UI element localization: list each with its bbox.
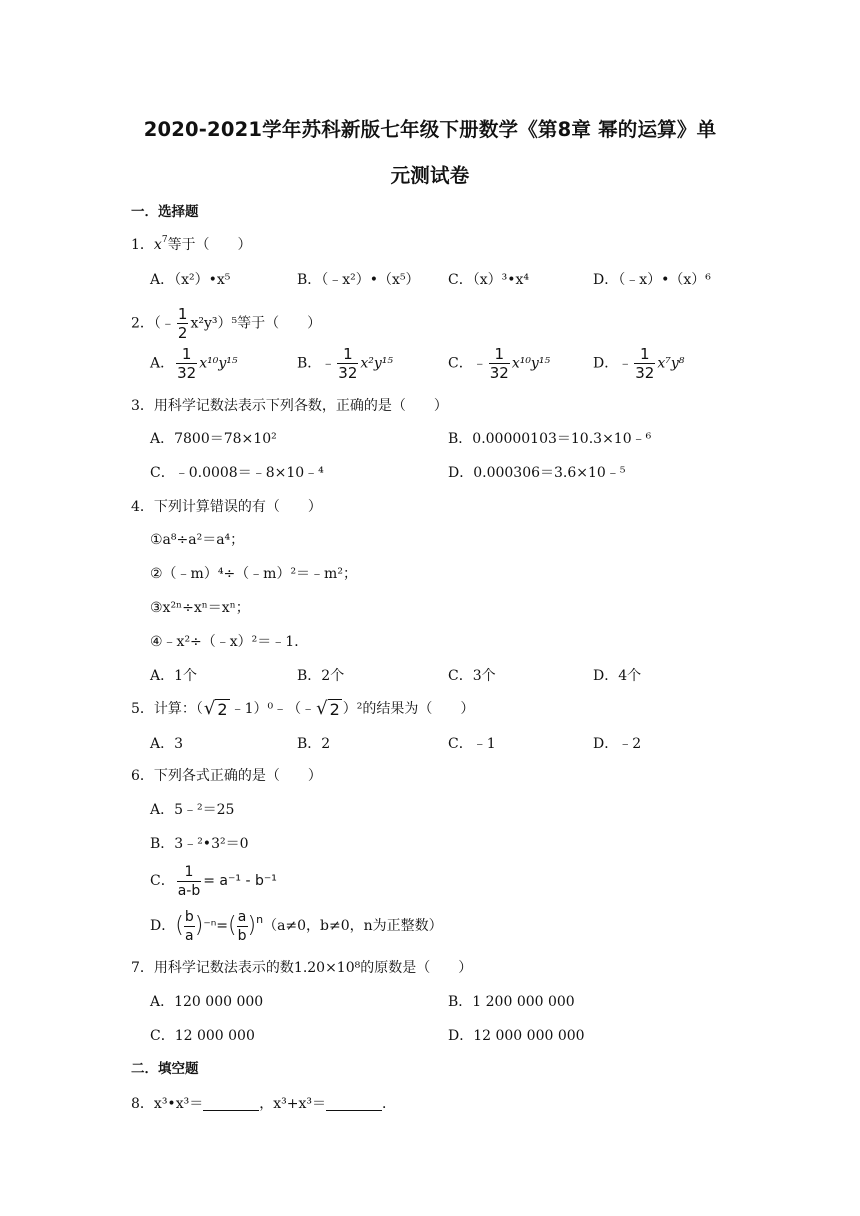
square-root-2 bbox=[316, 699, 342, 719]
q3-option-a[interactable]: A．7800＝78×10² bbox=[150, 431, 277, 447]
option-expression: x⁷y⁸ bbox=[657, 355, 685, 372]
q5-option-a[interactable]: A．3 bbox=[150, 736, 184, 752]
q1-option-c[interactable]: C．（x）³•x⁴ bbox=[448, 272, 529, 288]
q4-option-d[interactable]: D．4个 bbox=[593, 668, 642, 684]
q5-option-b[interactable]: B．2 bbox=[297, 736, 331, 752]
stem-exponent: 7 bbox=[161, 235, 168, 245]
formula-rhs: = a⁻¹ - b⁻¹ bbox=[203, 873, 277, 889]
option-label: D． bbox=[150, 918, 176, 934]
q3-option-b[interactable]: B．0.00000103＝10.3×10﹣⁶ bbox=[448, 431, 652, 447]
fraction bbox=[237, 908, 248, 945]
stem-prefix: （﹣ bbox=[153, 315, 175, 332]
q7-option-c[interactable]: C．12 000 000 bbox=[150, 1028, 255, 1044]
q2-option-a[interactable] bbox=[150, 345, 237, 382]
stem-suffix: x²y³）⁵等于（ ） bbox=[190, 315, 322, 332]
section-fill-heading: 二．填空题 bbox=[131, 1061, 199, 1077]
question-number: 8． bbox=[131, 1096, 154, 1112]
stem-text: 等于（ ） bbox=[167, 237, 252, 253]
title-line-2: 元测试卷 bbox=[390, 164, 470, 187]
option-expression: x²y¹⁵ bbox=[360, 355, 394, 372]
q6-option-b[interactable]: B．3﹣²•3²＝0 bbox=[150, 836, 249, 852]
separator: ， bbox=[259, 1096, 274, 1112]
q2-option-b[interactable] bbox=[297, 345, 393, 382]
fraction bbox=[489, 345, 510, 382]
formula-d bbox=[175, 907, 263, 945]
fraction-numerator: 1 bbox=[184, 863, 194, 880]
q1-option-b[interactable]: B．（﹣x²）•（x⁵） bbox=[297, 272, 420, 288]
exponent: n bbox=[256, 913, 264, 926]
fraction-numerator: 1 bbox=[343, 345, 353, 363]
fraction-numerator: a bbox=[237, 908, 247, 925]
fraction bbox=[634, 345, 655, 382]
period: ． bbox=[381, 1096, 396, 1112]
q6-option-a[interactable]: A．5﹣²＝25 bbox=[150, 802, 235, 818]
fraction-denominator: 32 bbox=[489, 364, 509, 382]
question-1-stem bbox=[131, 235, 252, 255]
q6-option-d[interactable] bbox=[150, 907, 443, 945]
expression-2: x³+x³＝ bbox=[273, 1096, 326, 1112]
fraction-denominator: a-b bbox=[177, 882, 201, 899]
option-expression: x¹⁰y¹⁵ bbox=[199, 355, 238, 372]
question-7-stem: 7．用科学记数法表示的数1.20×10⁸的原数是（ ） bbox=[131, 960, 473, 976]
q4-item-3: ③x²ⁿ÷xⁿ＝xⁿ； bbox=[150, 600, 250, 616]
q4-item-1: ①a⁸÷a²＝a⁴； bbox=[150, 532, 245, 548]
right-paren: ) bbox=[247, 913, 257, 938]
radical-sign: √ bbox=[203, 698, 216, 719]
fraction-one-half bbox=[177, 305, 189, 342]
option-label: B．﹣ bbox=[297, 355, 336, 372]
q2-option-d[interactable] bbox=[593, 345, 684, 382]
question-number: 1． bbox=[131, 237, 154, 253]
left-paren: ( bbox=[228, 913, 237, 938]
option-label: C． bbox=[150, 873, 175, 889]
radicand: 2 bbox=[329, 700, 340, 719]
q1-option-d[interactable]: D．（﹣x）•（x）⁶ bbox=[593, 272, 711, 288]
left-paren: ( bbox=[175, 913, 184, 938]
q3-option-d[interactable]: D．0.000306＝3.6×10﹣⁵ bbox=[448, 465, 626, 481]
fraction bbox=[337, 345, 358, 382]
formula-c bbox=[175, 862, 277, 900]
stem-variable: x bbox=[153, 237, 162, 253]
right-paren: ) bbox=[194, 913, 204, 938]
q7-option-b[interactable]: B．1 200 000 000 bbox=[448, 994, 575, 1010]
section-choice-heading: 一．选择题 bbox=[131, 204, 199, 220]
q2-option-c[interactable] bbox=[448, 345, 550, 382]
question-4-stem: 4．下列计算错误的有（ ） bbox=[131, 499, 322, 515]
option-expression: x¹⁰y¹⁵ bbox=[511, 355, 551, 372]
answer-blank-2[interactable] bbox=[326, 1096, 382, 1111]
q1-option-a[interactable]: A．（x²）•x⁵ bbox=[150, 272, 231, 288]
stem-prefix: 5．计算：（ bbox=[131, 701, 203, 717]
stem-middle: ﹣1）⁰﹣（﹣ bbox=[230, 701, 316, 717]
q4-option-b[interactable]: B．2个 bbox=[297, 668, 345, 684]
fraction-denominator: 2 bbox=[177, 324, 188, 342]
q4-option-a[interactable]: A．1个 bbox=[150, 668, 198, 684]
question-8-stem bbox=[131, 1094, 396, 1114]
option-label: A． bbox=[150, 355, 175, 372]
q5-option-d[interactable]: D．﹣2 bbox=[593, 736, 642, 752]
title-line-1: 2020-2021学年苏科新版七年级下册数学《第8章 幂的运算》单 bbox=[143, 118, 717, 141]
fraction-numerator: 1 bbox=[181, 345, 192, 363]
q4-item-4: ④﹣x²÷（﹣x）²＝﹣1． bbox=[150, 634, 309, 650]
q7-option-d[interactable]: D．12 000 000 000 bbox=[448, 1028, 585, 1044]
fraction-denominator: 32 bbox=[338, 364, 358, 382]
q6-option-c[interactable] bbox=[150, 862, 277, 900]
q5-option-c[interactable]: C．﹣1 bbox=[448, 736, 496, 752]
condition-text: （a≠0，b≠0，n为正整数） bbox=[263, 918, 443, 934]
stem-suffix: ）²的结果为（ ） bbox=[342, 701, 475, 717]
fraction-denominator: 32 bbox=[177, 364, 197, 382]
square-root-2 bbox=[204, 699, 230, 719]
radicand: 2 bbox=[217, 700, 228, 719]
question-number: 2． bbox=[131, 315, 154, 332]
fraction bbox=[177, 863, 202, 900]
fraction-denominator: b bbox=[237, 927, 247, 944]
q7-option-a[interactable]: A．120 000 000 bbox=[150, 994, 264, 1010]
q4-option-c[interactable]: C．3个 bbox=[448, 668, 496, 684]
q3-option-c[interactable]: C．﹣0.0008＝﹣8×10﹣⁴ bbox=[150, 465, 324, 481]
fraction-numerator: b bbox=[184, 908, 194, 925]
option-label: C．﹣ bbox=[448, 355, 487, 372]
question-2-stem bbox=[131, 305, 321, 342]
fraction-denominator: a bbox=[184, 927, 194, 944]
q4-item-2: ②（﹣m）⁴÷（﹣m）²＝﹣m²； bbox=[150, 566, 357, 582]
question-3-stem: 3．用科学记数法表示下列各数，正确的是（ ） bbox=[131, 398, 448, 414]
radical-sign: √ bbox=[316, 698, 328, 719]
expression-1: x³•x³＝ bbox=[153, 1096, 204, 1112]
fraction bbox=[184, 908, 195, 945]
question-6-stem: 6．下列各式正确的是（ ） bbox=[131, 768, 322, 784]
question-5-stem bbox=[131, 696, 474, 722]
fraction-denominator: 32 bbox=[635, 364, 655, 382]
option-label: D．﹣ bbox=[593, 355, 633, 372]
fraction-numerator: 1 bbox=[494, 345, 505, 363]
formula-middle: ⁻ⁿ= bbox=[203, 918, 229, 934]
fraction bbox=[176, 345, 197, 382]
answer-blank-1[interactable] bbox=[203, 1096, 259, 1111]
fraction-numerator: 1 bbox=[177, 305, 188, 323]
fraction-numerator: 1 bbox=[640, 345, 650, 363]
